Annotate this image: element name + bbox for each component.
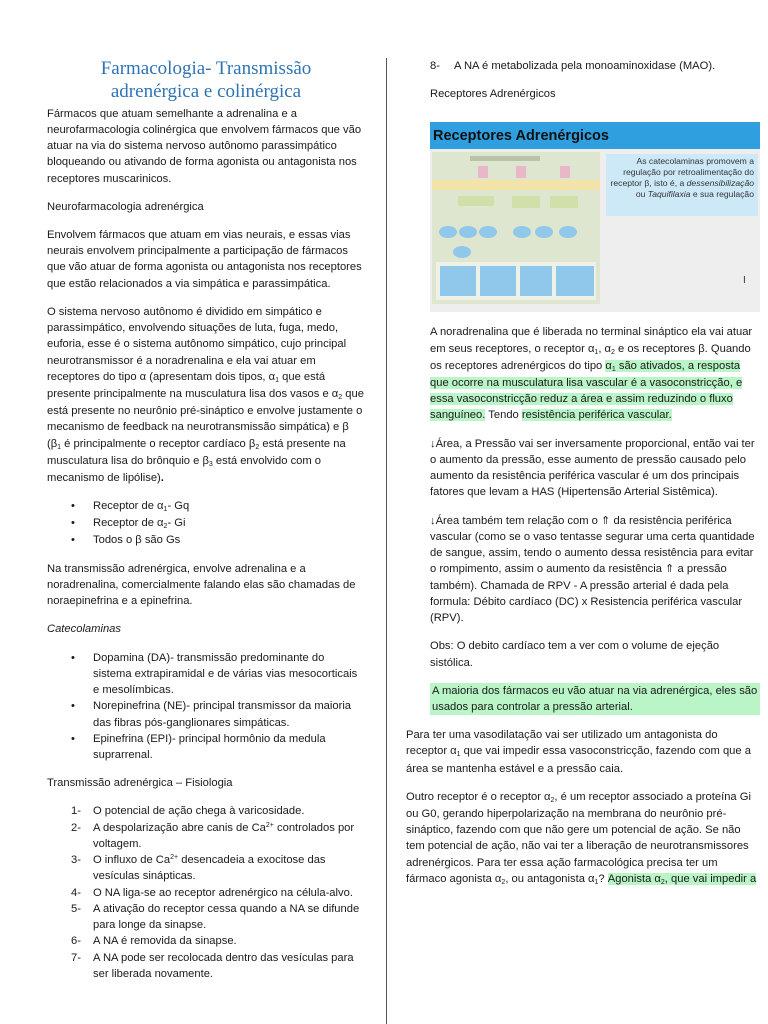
- paragraph-rpv: ↓Área também tem relação com o ⇑ da resistência periférica vascular (como se o vaso tentasse segurar uma certa quantidade de sangue, assim, tendo o aumento dessa resistência para evitar o rompimento, assim o aumento da resistência ⇑ a pressão também). Chamada de RPV - A pressão arterial é dada pela formula: Débito cardíaco (DC) x Resistencia periférica vascular (RPV).: [430, 514, 755, 625]
- sna-paragraph: O sistema nervoso autônomo é dividido em simpático e parassimpático, envolvendo situações de luta, fuga, medo, euforia, esse é o sistema autônomo simpático, cujo principal neurotransmissor é a noradrenalina e ela vai atuar em receptores do tipo α (apresentam dois tipos, $\alpha_1$ que está presente principalmente na musculatura lisa dos vasos e $\alpha_2$ que está presente no neurônio pré-sináptico e envolve justamente o mecanismo de feedback na neurotransmissão simpática) e β ($\beta_1$ é principalmente o receptor cardíaco $\beta_2$ está presente na musculatura lisa do brônquio e $\beta_3$ está envolvido com o mecanismo de lipólise).: [47, 305, 364, 484]
- list-item: 8- A NA é metabolizada pela monoaminoxidase (MAO).: [430, 60, 716, 72]
- paragraph-vasodilatacao: Para ter uma vasodilatação vai ser utilizado um antagonista do receptor $\alpha_1$ que vai impedir essa vasoconstricção, fazendo com que a área se mantenha estável e a pressão caia.: [406, 729, 751, 775]
- list-item: 6- A NA é removida da sinapse.: [71, 935, 237, 948]
- text-cursor-icon: I: [743, 275, 746, 287]
- list-item: • Norepinefrina (NE)- principal transmissor da maioria das fibras pós-ganglionares simpáticas.: [47, 698, 365, 730]
- list-item: 7- A NA pode ser recolocada dentro das vesículas para ser liberada novamente.: [71, 951, 354, 980]
- page-title: [47, 58, 365, 104]
- wide-text-block: [406, 727, 760, 888]
- paragraph-alfa2: Outro receptor é o receptor $\alpha_2$, é um receptor associado a proteína Gi ou G0, gerando hiperpolarização na membrana do neurônio pré-sináptico, fazendo com que não gere um potencial de ação. Se não tem potencial de ação, não vai ter a liberação de neurotransmissores adrenérgicos. Para ter essa ação farmacológica precisa ter um fármaco agonista $\alpha_2$, ou antagonista $\alpha_1$? Agonista $\alpha_2$, que vai impedir a: [406, 790, 757, 886]
- list-item: 1- O potencial de ação chega à varicosidade.: [71, 805, 305, 818]
- fisiologia-heading: Transmissão adrenérgica – Fisiologia: [47, 777, 233, 790]
- neuro-heading: Neurofarmacologia adrenérgica: [47, 200, 204, 213]
- neuro-paragraph: Envolvem fármacos que atuam em vias neurais, e essas vias neurais envolvem principalmente a participação de fármacos que vão atuar de forma agonista ou antagonista nos receptores que estão relacionados a via simpática e parassimpática.: [47, 229, 362, 290]
- list-item: • Receptor de $\alpha_2-$ Gi: [47, 515, 365, 532]
- list-item: 4- O NA liga-se ao receptor adrenérgico na célula-alvo.: [71, 886, 353, 899]
- highlighted-note: A maioria dos fármacos eu vão atuar na via adrenérgica, eles são usados para controlar a pressão arterial.: [430, 683, 760, 715]
- list-item: 2- A despolarização abre canis de $Ca^{2+}$ controlados por voltagem.: [71, 821, 355, 850]
- catecolaminas-list: [47, 650, 365, 764]
- catecolaminas-heading: Catecolaminas: [47, 623, 121, 636]
- transmission-paragraph: Na transmissão adrenérgica, envolve adrenalina e a noradrenalina, comercialmente falando elas são chamadas de noraepinefrina e a epinefrina.: [47, 562, 356, 608]
- fisiologia-list-continued: [430, 58, 760, 74]
- paragraph-area-pressao: ↓Área, a Pressão vai ser inversamente proporcional, então vai ter o aumento da pressão, esse aumento de pressão causado pelo aumento da resistência periférica vascular é um dos principais fatores que levam a HAS (Hipertensão Arterial Sistêmica).: [430, 437, 755, 499]
- slide-title: Receptores Adrenérgicos: [433, 128, 609, 145]
- intro-paragraph: Fármacos que atuam semelhante a adrenalina e a neurofarmacologia colinérgica que envolvem fármacos que vão atuar na via do sistema nervoso autônomo parassimpático bloqueando ou ativando de forma agonista ou antagonista nos receptores muscarinicos.: [47, 107, 362, 185]
- list-item: 5- A ativação do receptor cessa quando a NA se difunde para longe da sinapse.: [71, 902, 360, 932]
- paragraph-noradrenalina: A noradrenalina que é liberada no terminal sináptico ela vai atuar em seus receptores, o receptor $\alpha_1$, $\alpha_2$ e os receptores β. Quando os receptores adrenérgicos do tipo $\alpha_1$ são ativados, a resposta que ocorre na musculatura lisa vascular é a vasoconstricção, e essa vasoconstricção reduz a área e assim reduzindo o fluxo sanguíneo. Tendo resistência periférica vascular.: [430, 326, 753, 422]
- list-item: 3- O influxo de $Ca^{2+}$ desencadeia a exocitose das vesículas sinápticas.: [71, 854, 326, 883]
- slide-image: [430, 122, 760, 312]
- title-line-2: adrenérgica e colinérgica: [110, 80, 302, 102]
- list-item: • Todos o β são Gs: [47, 532, 365, 548]
- column-divider: [386, 58, 387, 1024]
- paragraph-obs: Obs: O debito cardíaco tem a ver com o volume de ejeção sistólica.: [430, 640, 720, 669]
- receptores-heading: Receptores Adrenérgicos: [430, 88, 556, 101]
- slide-header: [430, 122, 760, 149]
- slide-note: As catecolaminas promovem a regulação por retroalimentação do receptor β, isto é, a dessensibilização ou Taquifilaxia e sua regulação: [606, 154, 758, 216]
- title-line-1: Farmacologia- Transmissão: [100, 58, 312, 79]
- left-column: [47, 58, 365, 992]
- list-item: • Dopamina (DA)- transmissão predominante do sistema extrapiramidal e de várias vias mesocorticais e mesolímbicas.: [47, 650, 365, 699]
- list-item: • Receptor de $\alpha_1-$ Gq: [47, 498, 365, 515]
- list-item: • Epinefrina (EPI)- principal hormônio da medula suprarrenal.: [47, 731, 365, 763]
- right-column: [406, 58, 760, 900]
- fisiologia-list: [47, 803, 365, 982]
- receptor-diagram-image: [432, 152, 600, 304]
- receptor-list: [47, 498, 365, 549]
